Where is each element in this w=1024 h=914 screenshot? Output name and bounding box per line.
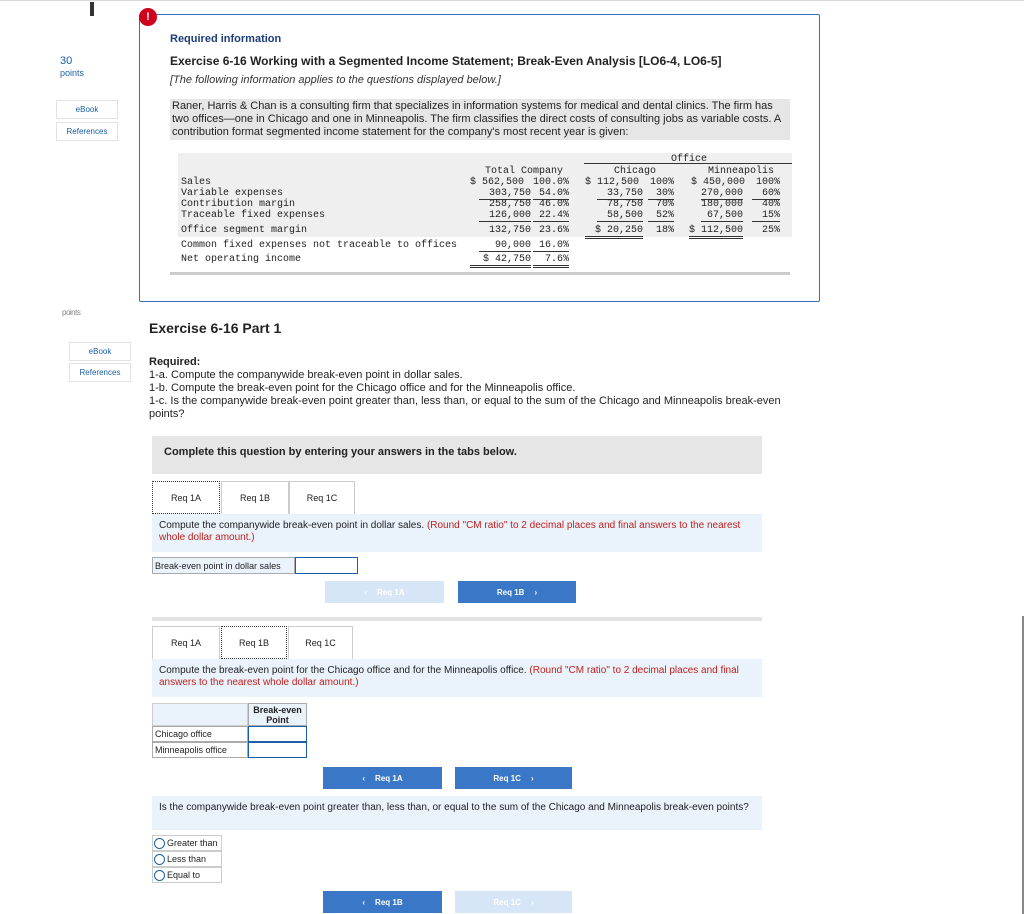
ebook-button[interactable]: eBook xyxy=(56,100,118,119)
col-minneapolis: Minneapolis xyxy=(708,166,775,177)
cell-chicago-cm: 78,750 xyxy=(606,199,643,210)
option-less-than[interactable] xyxy=(152,851,222,867)
cell-chicago-sales: $ 112,500 xyxy=(585,177,640,188)
tab-req-1b-2[interactable]: Req 1B xyxy=(221,626,287,659)
cell-total-traceable-pct: 22.4% xyxy=(533,210,569,222)
chicago-office-label: Chicago office xyxy=(152,726,248,742)
office-header-rule xyxy=(584,163,792,164)
prev-req-1a-button-2[interactable] xyxy=(323,767,442,789)
cell-minneapolis-cm-pct: 40% xyxy=(761,199,780,210)
breakeven-dollar-input[interactable] xyxy=(295,557,358,574)
cell-total-noi-pct: 7.6% xyxy=(533,254,569,268)
prev-label: Req 1A xyxy=(377,587,405,597)
prev-req-1b-button[interactable] xyxy=(323,891,442,913)
req-1a-rounding-note: (Round "CM ratio" to 2 decimal places and final answers to the nearest whole dollar amount.) xyxy=(159,520,741,543)
left-arrow-icon-3: ‹ xyxy=(362,897,366,907)
ebook-button-2[interactable]: eBook xyxy=(69,342,131,361)
cell-total-common-pct: 16.0% xyxy=(533,240,569,252)
next-label-3: Req 1C xyxy=(493,897,521,907)
cell-chicago-variable: 33,750 xyxy=(597,188,643,200)
part-title: Exercise 6-16 Part 1 xyxy=(149,320,282,336)
row-label-common-fixed: Common fixed expenses not traceable to offices xyxy=(181,240,458,251)
cell-minneapolis-traceable-pct: 15% xyxy=(752,210,780,222)
tab-req-1b[interactable]: Req 1B xyxy=(221,481,289,514)
req-1a-instruction-box xyxy=(152,514,762,552)
cell-chicago-cm-pct: 70% xyxy=(655,199,674,210)
references-button-2[interactable]: References xyxy=(69,363,131,382)
col-total-company: Total Company xyxy=(485,166,564,177)
cell-minneapolis-sales-pct: 100% xyxy=(755,177,780,188)
cell-minneapolis-variable-pct: 60% xyxy=(752,188,780,200)
cell-total-variable: 303,750 xyxy=(479,188,531,200)
radio-icon[interactable] xyxy=(154,838,165,849)
cell-total-cm: 258,750 xyxy=(488,199,531,210)
radio-icon[interactable] xyxy=(154,870,165,881)
office-header: Office xyxy=(671,154,708,165)
tab-req-1a[interactable]: Req 1A xyxy=(152,481,220,514)
required-heading: Required: xyxy=(149,356,201,368)
cell-total-sales: $ 562,500 xyxy=(470,177,525,188)
left-arrow-icon-2: ‹ xyxy=(362,773,366,783)
req-1b-text: 1-b. Compute the break-even point for the Chicago office and for the Minneapolis office. xyxy=(149,382,576,394)
cell-chicago-segment: $ 20,250 xyxy=(585,225,643,239)
follow-note: [The following information applies to the questions displayed below.] xyxy=(170,74,501,86)
req-1c-question: Is the companywide break-even point greater than, less than, or equal to the sum of the Chicago and Minneapolis break-even points? xyxy=(152,796,762,830)
option-less-label: Less than xyxy=(167,854,207,864)
cell-minneapolis-segment-pct: 25% xyxy=(761,225,780,236)
cell-total-traceable: 126,000 xyxy=(479,210,531,222)
cell-minneapolis-traceable: 67,500 xyxy=(701,210,743,222)
complete-instruction: Complete this question by entering your answers in the tabs below. xyxy=(152,436,762,474)
prev-label-3: Req 1B xyxy=(375,897,403,907)
row-label-cm: Contribution margin xyxy=(181,199,296,210)
cell-minneapolis-cm: 180,000 xyxy=(701,199,744,210)
cell-minneapolis-variable: 270,000 xyxy=(701,188,744,199)
question-marker-icon xyxy=(90,2,94,16)
row-label-segment-margin: Office segment margin xyxy=(181,225,308,236)
next-req-1c-button[interactable] xyxy=(455,767,572,789)
exercise-title: Exercise 6-16 Working with a Segmented Income Statement; Break-Even Analysis [LO6-4, LO6-5] xyxy=(170,54,722,68)
required-info-heading: Required information xyxy=(170,33,282,45)
next-label-2: Req 1C xyxy=(493,773,521,783)
breakeven-dollar-label: Break-even point in dollar sales xyxy=(152,557,295,574)
tab-req-1c-2[interactable]: Req 1C xyxy=(288,626,353,659)
points-value: 30 xyxy=(60,55,73,67)
req-1c-text: 1-c. Is the companywide break-even point greater than, less than, or equal to the sum of the Chicago and Minneapolis break-even points? xyxy=(149,395,781,420)
cell-chicago-variable-pct: 30% xyxy=(648,188,674,200)
minneapolis-office-label: Minneapolis office xyxy=(152,742,248,758)
tab-req-1c[interactable]: Req 1C xyxy=(289,481,355,514)
next-req-1b-button[interactable] xyxy=(458,581,576,603)
req-1b-instruction-box xyxy=(152,659,762,697)
row-label-noi: Net operating income xyxy=(181,254,302,265)
option-equal-to[interactable] xyxy=(152,867,222,883)
cell-chicago-traceable: 58,500 xyxy=(597,210,643,222)
section-divider-1 xyxy=(152,617,762,621)
cell-chicago-segment-pct: 18% xyxy=(655,225,674,236)
table-horizontal-scrollbar[interactable] xyxy=(170,272,790,275)
cell-total-segment: 132,750 xyxy=(488,225,531,236)
right-arrow-icon: › xyxy=(534,587,538,597)
row-label-sales: Sales xyxy=(181,177,212,188)
option-equal-label: Equal to xyxy=(167,870,201,880)
next-req-1c-button-disabled xyxy=(455,891,572,913)
cell-chicago-traceable-pct: 52% xyxy=(648,210,674,222)
col-chicago: Chicago xyxy=(614,166,657,177)
breakeven-point-header: Break-even Point xyxy=(248,703,307,726)
minneapolis-breakeven-input[interactable] xyxy=(248,742,307,758)
req-1a-text: 1-a. Compute the companywide break-even point in dollar sales. xyxy=(149,369,463,381)
option-greater-than[interactable] xyxy=(152,835,222,851)
left-arrow-icon: ‹ xyxy=(364,587,368,597)
points-label: points xyxy=(60,68,85,78)
cell-total-common: 90,000 xyxy=(479,240,531,252)
right-arrow-icon-2: › xyxy=(530,773,534,783)
right-arrow-icon-3: › xyxy=(530,897,534,907)
breakeven-table-corner xyxy=(152,703,248,726)
cell-total-segment-pct: 23.6% xyxy=(538,225,569,236)
cell-total-sales-pct: 100.0% xyxy=(533,177,570,188)
next-label: Req 1B xyxy=(496,587,525,597)
req-1a-instruction: Compute the companywide break-even point in dollar sales. xyxy=(159,520,425,531)
prev-req-1a-button xyxy=(325,581,444,603)
points-label-cut: points xyxy=(62,308,81,317)
req-1b-rounding-note: (Round "CM ratio" to 2 decimal places and final answers to the nearest whole dollar amount.) xyxy=(159,665,739,688)
alert-icon: ! xyxy=(139,8,157,26)
req-1b-instruction: Compute the break-even point for the Chicago office and for the Minneapolis office. xyxy=(159,665,527,676)
tab-req-1a-2[interactable]: Req 1A xyxy=(152,626,220,659)
references-button[interactable]: References xyxy=(56,122,118,141)
cell-minneapolis-sales: $ 450,000 xyxy=(691,177,746,188)
problem-paragraph: Raner, Harris & Chan is a consulting firm that specializes in information systems for medical and dental clinics. The firm has two offices—one in Chicago and one in Minneapolis. The firm classifies the direct costs of consulting jobs as variable costs. A contribution format segmented income statement for the company's most recent year is given: xyxy=(170,99,790,140)
top-divider xyxy=(0,0,1024,1)
cell-total-noi: $ 42,750 xyxy=(470,254,531,268)
cell-minneapolis-segment: $ 112,500 xyxy=(689,225,743,239)
cell-total-cm-pct: 46.0% xyxy=(538,199,569,210)
prev-label-2: Req 1A xyxy=(375,773,403,783)
row-label-traceable: Traceable fixed expenses xyxy=(181,210,326,221)
chicago-breakeven-input[interactable] xyxy=(248,726,307,742)
row-label-variable: Variable expenses xyxy=(181,188,284,199)
option-greater-label: Greater than xyxy=(167,838,218,848)
cell-total-variable-pct: 54.0% xyxy=(533,188,569,200)
radio-icon[interactable] xyxy=(154,854,165,865)
cell-chicago-sales-pct: 100% xyxy=(649,177,674,188)
